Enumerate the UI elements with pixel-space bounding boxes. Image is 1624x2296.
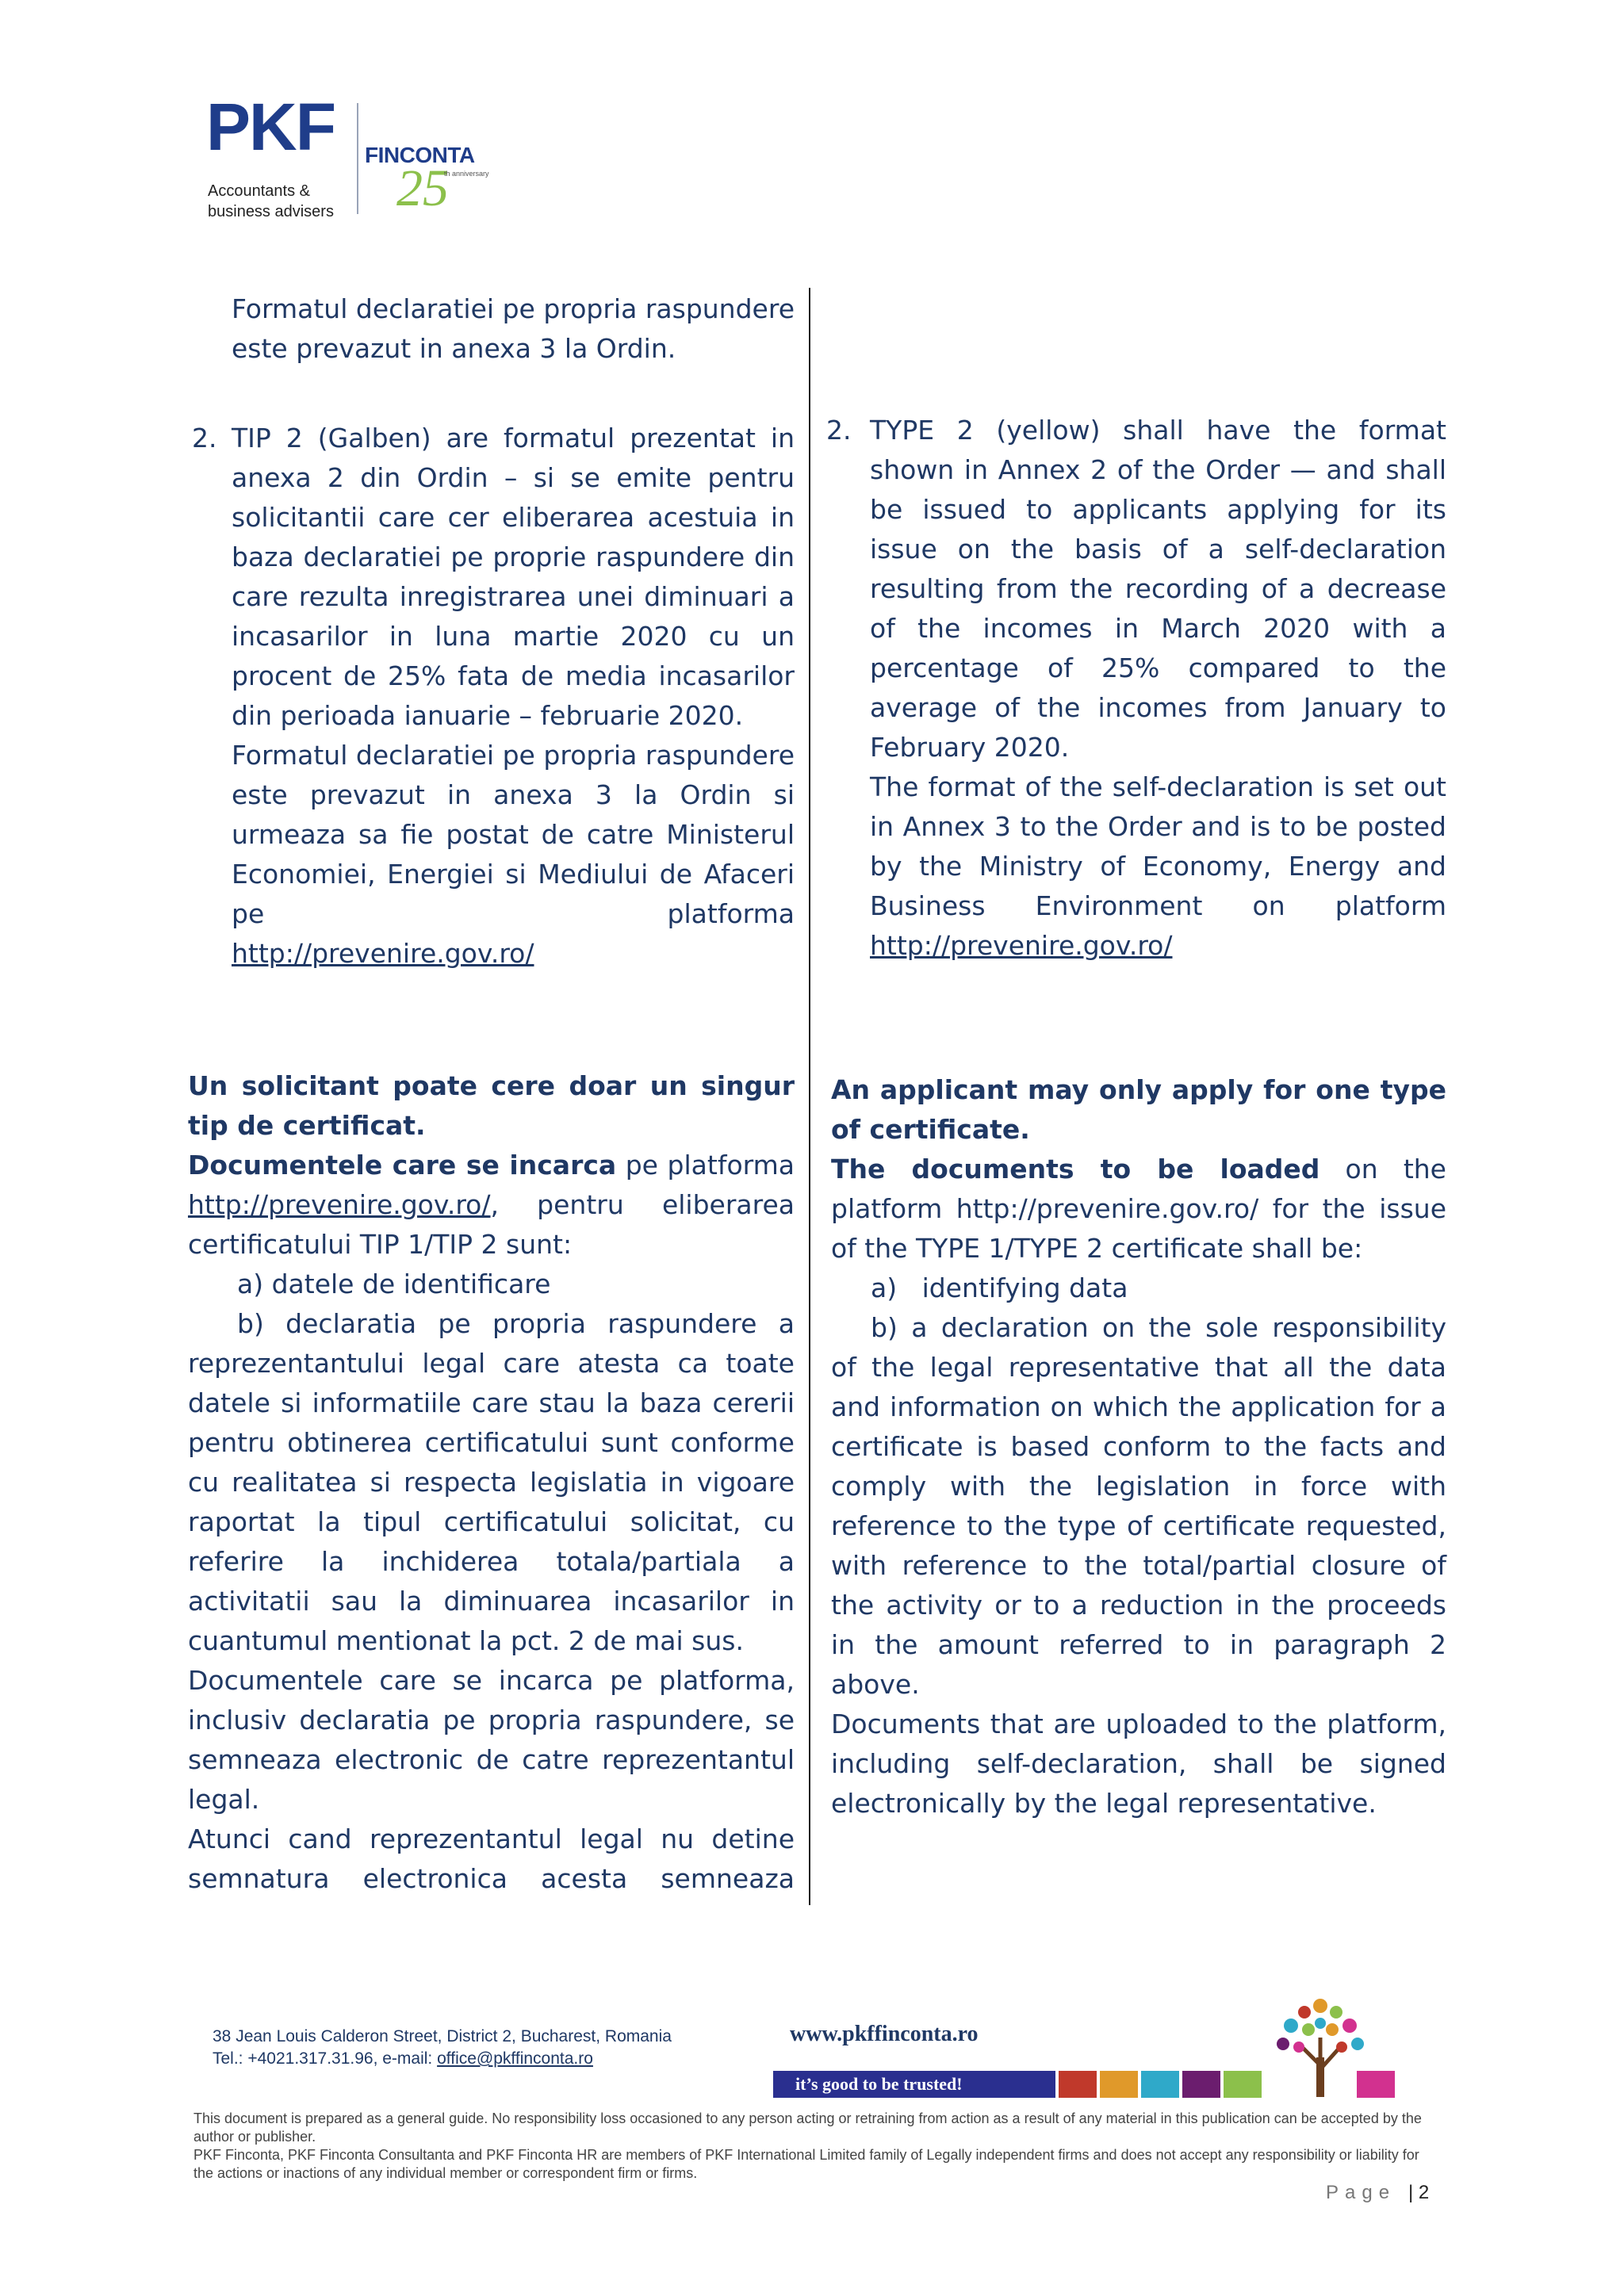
left-docs-text-1: pe platforma bbox=[616, 1150, 795, 1181]
disclaimer-1: This document is prepared as a general guide. No responsibility loss occasioned to any person acting or retraining from action as a result of any material in this publication can be accepted by the author or publisher. bbox=[193, 2110, 1422, 2145]
right-sign-paragraph: Documents that are uploaded to the platform, including self-declaration, shall be signed electronically by the legal representative. bbox=[831, 1709, 1446, 1819]
pkf-logo: PKF bbox=[206, 90, 335, 164]
right-docs-text: on the platform http://prevenire.gov.ro/ for the issue of the TYPE 1/TYPE 2 certificate shall be: bbox=[831, 1154, 1446, 1264]
slogan: it’s good to be trusted! bbox=[773, 2071, 1055, 2098]
disclaimer bbox=[193, 2110, 1431, 2183]
footer-email-link[interactable]: office@pkffinconta.ro bbox=[437, 2049, 593, 2068]
left-prevenire-link[interactable]: http://prevenire.gov.ro/ bbox=[232, 938, 534, 969]
disclaimer-2: PKF Finconta, PKF Finconta Consultanta and PKF Finconta HR are members of PKF International Limited family of Legally independent firms and does not accept any responsibility or liability for the actions or inactions of any individual member or correspondent firm or firms. bbox=[193, 2147, 1419, 2181]
color-swatch bbox=[1059, 2071, 1097, 2098]
color-swatch bbox=[1182, 2071, 1220, 2098]
left-item2-block bbox=[232, 419, 795, 974]
right-docs-bold: The documents to be loaded bbox=[831, 1154, 1320, 1184]
right-item2-block bbox=[870, 411, 1446, 966]
finconta-logo: FINCONTA bbox=[365, 143, 475, 167]
left-docs-paragraph bbox=[188, 1146, 795, 1265]
right-prevenire-link[interactable]: http://prevenire.gov.ro/ bbox=[870, 930, 1173, 961]
footer-tel: Tel.: +4021.317.31.96, e-mail: bbox=[213, 2049, 438, 2068]
left-item2-text: TIP 2 (Galben) are formatul prezentat in anexa 2 din Ordin – si se emite pentru solicitantii care cer eliberarea acestuia in baza declaratiei pe proprie raspundere din care rezulta inregistrarea unei diminuari a incasarilor in luna martie 2020 cu un procent de 25% fata de media incasarilor din perioada ianuarie – februarie 2020. bbox=[232, 423, 795, 731]
left-last-paragraph: Atunci cand reprezentantul legal nu detine semnatura electronica acesta semneaza bbox=[188, 1823, 795, 1894]
right-item2-text: TYPE 2 (yellow) shall have the format shown in Annex 2 of the Order — and shall be issued to applicants applying for its issue on the basis of a self-declaration resulting from the recording of a decrease of the incomes in March 2020 with a percentage of 25% compared to the average of the incomes from January to February 2020. bbox=[870, 415, 1446, 763]
right-item-b: b) a declaration on the sole responsibility of the legal representative that all the data and information on which the application for a certificate is based conform to the facts and comply with the legislation in force with reference to the type of certificate requested, with reference to the total/partial closure of the activity or to a reduction in the proceeds in the amount referred to in paragraph 2 above. bbox=[831, 1312, 1446, 1700]
left-format-paragraph-2: Formatul declaratiei pe propria raspundere este prevazut in anexa 3 la Ordin si urmeaza sa fie postat de catre Ministerul Economiei, Energiei si Mediului de Afaceri pe platforma bbox=[232, 740, 795, 929]
footer-address-block bbox=[213, 2026, 672, 2070]
tagline-line-1: Accountants & bbox=[208, 182, 310, 200]
left-heading: Un solicitant poate cere doar un singur tip de certificat. bbox=[188, 1070, 795, 1141]
left-item-a: a) datele de identificare bbox=[237, 1269, 551, 1299]
color-swatch bbox=[1224, 2071, 1262, 2098]
right-bottom-block bbox=[831, 1070, 1446, 1823]
logo-tagline bbox=[208, 181, 334, 222]
right-item-a: a) identifying data bbox=[871, 1272, 1128, 1303]
left-sign-paragraph: Documentele care se incarca pe platforma, inclusiv declaratia pe propria raspundere, se semneaza electronic de catre reprezentantul legal. bbox=[188, 1665, 795, 1815]
left-item-b: b) declaratia pe propria raspundere a reprezentantului legal care atesta ca toate datele si informatiile care stau la baza cererii pentru obtinerea certificatului sunt conforme cu realitatea si respecta legislatia in vigoare raportat la tipul certificatului solicitat, cu referire la inchiderea totala/partiala a activitatii sau la diminuarea incasarilor in cuantumul mentionat la pct. 2 de mai sus. bbox=[188, 1308, 795, 1656]
footer-website[interactable]: www.pkffinconta.ro bbox=[790, 2022, 979, 2046]
color-swatch bbox=[1100, 2071, 1138, 2098]
right-heading: An applicant may only apply for one type of certificate. bbox=[831, 1074, 1446, 1145]
column-divider bbox=[809, 288, 810, 1905]
color-swatch bbox=[1141, 2071, 1179, 2098]
right-docs-paragraph bbox=[831, 1150, 1446, 1269]
left-item2-number: 2. bbox=[192, 423, 217, 453]
anniversary-mark: 25 bbox=[396, 159, 449, 217]
right-item2-number: 2. bbox=[826, 415, 852, 446]
left-bottom-block bbox=[188, 1066, 795, 1899]
page-label: Page bbox=[1326, 2182, 1396, 2203]
left-docs-bold: Documentele care se incarca bbox=[188, 1150, 617, 1181]
left-top-block bbox=[232, 289, 795, 369]
left-docs-link[interactable]: http://prevenire.gov.ro/ bbox=[188, 1189, 491, 1220]
left-format-paragraph: Formatul declaratiei pe propria raspundere este prevazut in anexa 3 la Ordin. bbox=[232, 293, 795, 364]
left-docs-text-2: , pentru eliberarea certificatului TIP 1/TIP 2 sunt: bbox=[188, 1189, 795, 1260]
footer-address: 38 Jean Louis Calderon Street, District 2, Bucharest, Romania bbox=[213, 2027, 672, 2045]
tree-logo-icon bbox=[1261, 1990, 1380, 2101]
page-number: | 2 bbox=[1408, 2182, 1430, 2203]
anniversary-label: th anniversary bbox=[444, 170, 489, 178]
tagline-line-2: business advisers bbox=[208, 203, 334, 220]
logo-divider bbox=[357, 103, 358, 214]
right-format-paragraph: The format of the self-declaration is set out in Annex 3 to the Order and is to be posted by the Ministry of Economy, Energy and Business Environment on platform bbox=[870, 771, 1446, 921]
footer-contact bbox=[213, 2048, 672, 2070]
